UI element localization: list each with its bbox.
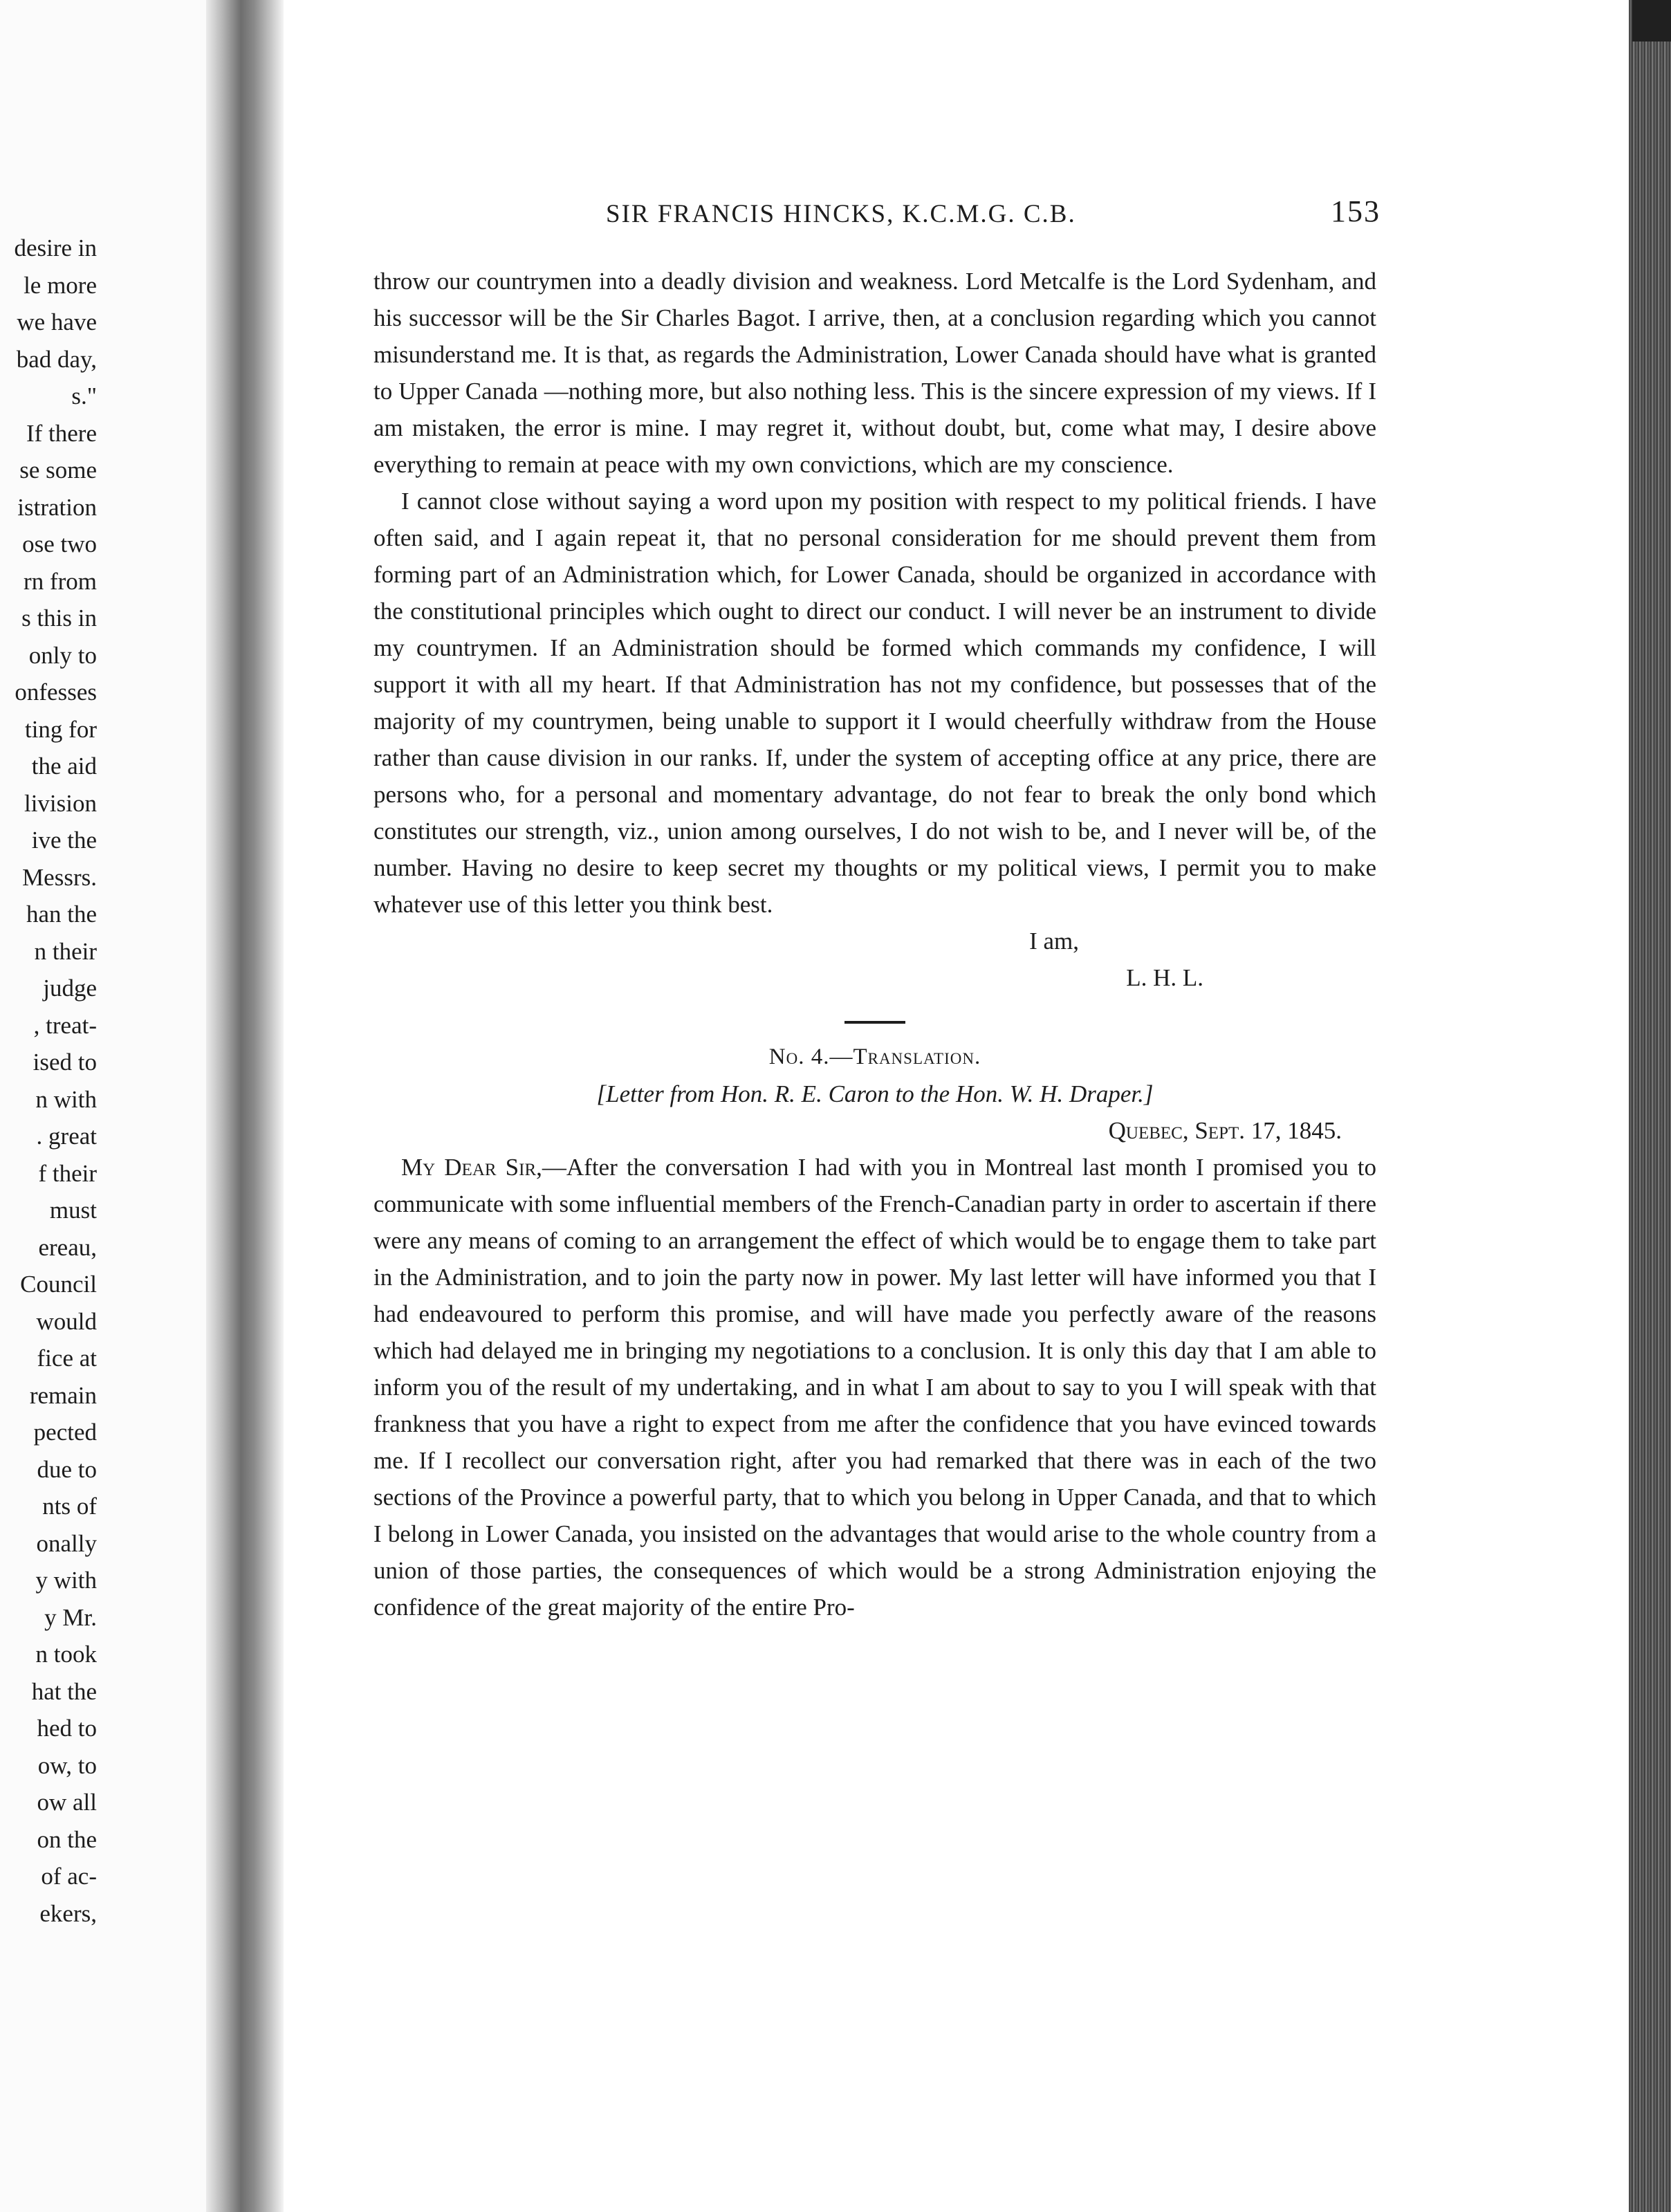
facing-page-line: only to: [28, 641, 97, 669]
page-edge-top: [1632, 0, 1671, 42]
running-title: SIR FRANCIS HINCKS, K.C.M.G. C.B.: [606, 200, 1076, 228]
page-body: [373, 263, 1376, 1625]
facing-page-line: on the: [37, 1825, 97, 1853]
facing-page-line: of ac-: [41, 1863, 97, 1890]
facing-page-line: pected: [33, 1419, 97, 1446]
facing-page-line: would: [36, 1307, 97, 1335]
section-divider: [844, 1021, 905, 1024]
facing-page-line: ose two: [22, 531, 97, 557]
facing-page-line: due to: [37, 1455, 97, 1483]
facing-page-line: ting for: [24, 715, 97, 743]
facing-page-line: livision: [24, 789, 97, 817]
facing-page-line: Council: [20, 1271, 97, 1298]
facing-page-line: If there: [26, 419, 97, 447]
facing-page-line: se some: [19, 457, 97, 483]
facing-page-line: s.": [71, 383, 97, 409]
letter1-paragraph-2: I cannot close without saying a word upon my position with respect to my political friends. I have often said, and I again repeat it, that no personal consideration for me should prevent them from forming part of an Administration which, for Lower Canada, should be organized in accordance with the constitutional principles which ought to direct our conduct. I will never be an instrument to divide my countrymen. If an Administration should be formed which commands my confidence, I will support it with all my heart. If that Administration has not my confidence, but possesses that of the majority of my countrymen, being unable to support it I would cheerfully withdraw from the House rather than cause division in our ranks. If, under the system of accepting office at any price, there are persons who, for a personal and momentary advantage, do not fear to break the only bond which constitutes our strength, viz., union among ourselves, I do not wish to be, and I never will be, of the number. Having no desire to keep secret my thoughts or my political views, I permit you to make whatever use of this letter you think best.: [373, 488, 1376, 918]
facing-page-line: f their: [38, 1159, 97, 1187]
facing-page-line: onfesses: [15, 679, 97, 706]
facing-page-line: ised to: [33, 1049, 97, 1076]
book-gutter: [206, 0, 284, 2212]
facing-page-line: , treat-: [33, 1011, 97, 1039]
facing-page-line: n with: [35, 1085, 97, 1113]
facing-page-line: ow all: [37, 1789, 97, 1816]
letter2-paragraph-text: —After the conversation I had with you in Montreal last month I promised you to communicate with some influential members of the French-Canadian party in order to ascertain if there were any means of coming to an arrangement the effect of which would be to engage them to take part in the Administration, and to join the party now in power. My last letter will have informed you that I had endeavoured to perform this promise, and will have made you perfectly aware of the reasons which had delayed me in bringing my negotiations to a conclusion. It is only this day that I am able to inform you of the result of my undertaking, and in what I am about to say to you I will speak with that frankness that you have a right to expect from me after the confidence that you have evinced towards me. If I recollect our conversation right, after you had remarked that there was in each of the two sections of the Province a powerful party, that to which you belong in Upper Canada, and that to which I belong in Lower Canada, you insisted on the advantages that would arise to the whole country from a union of those parties, the consequences of which would be a strong Administration enjoying the confidence of the great majority of the entire Pro-: [373, 1154, 1376, 1621]
running-header: [606, 194, 1381, 235]
letter2-salutation: My Dear Sir,: [401, 1154, 542, 1181]
facing-page-line: istration: [17, 493, 97, 521]
facing-page-line: judge: [43, 975, 97, 1002]
facing-page-line: hed to: [37, 1715, 97, 1742]
facing-page-line: hat the: [31, 1677, 97, 1705]
facing-page-line: han the: [26, 901, 97, 928]
letter1-closing: I am,: [1029, 928, 1079, 955]
letter2-subheading: [Letter from Hon. R. E. Caron to the Hon. W. H. Draper.]: [596, 1080, 1154, 1107]
facing-page-line: we have: [17, 308, 97, 335]
facing-page-line: ive the: [31, 827, 97, 854]
letter2-dateline: Quebec, Sept. 17, 1845.: [1108, 1117, 1342, 1144]
facing-page-line: ow, to: [37, 1751, 97, 1779]
facing-page-line: nts of: [42, 1493, 97, 1520]
facing-page-line: y with: [35, 1567, 97, 1594]
facing-page-line: remain: [29, 1381, 97, 1409]
facing-page-line: fice at: [37, 1345, 97, 1372]
facing-page-line: ekers,: [39, 1899, 97, 1927]
facing-page-line: . great: [36, 1123, 97, 1150]
facing-page-line: ereau,: [38, 1233, 97, 1261]
facing-page-line: s this in: [21, 605, 97, 632]
letter1-paragraph-1: throw our countrymen into a deadly division and weakness. Lord Metcalfe is the Lord Sydenham, and his successor will be the Sir Charles Bagot. I arrive, then, at a conclusion regarding which you cannot misunderstand me. It is that, as regards the Administration, Lower Canada should have what is granted to Upper Canada —nothing more, but also nothing less. This is the sincere expression of my views. If I am mistaken, the error is mine. I may regret it, without doubt, but, come what may, I desire above everything to remain at peace with my own convictions, which are my conscience.: [373, 268, 1376, 478]
letter2-paragraph-1: [373, 1149, 1376, 1625]
facing-page-line: n their: [34, 937, 97, 965]
facing-page-line: le more: [24, 271, 97, 299]
facing-page-line: bad day,: [16, 345, 97, 373]
facing-page-line: rn from: [24, 567, 97, 595]
facing-page-line: desire in: [14, 234, 97, 261]
page-number: 153: [1331, 194, 1381, 228]
facing-page-line: must: [49, 1197, 97, 1224]
facing-page-line: n took: [35, 1641, 97, 1668]
facing-page-text: [0, 230, 97, 1932]
facing-page-line: onally: [36, 1529, 97, 1557]
facing-page-line: Messrs.: [22, 863, 97, 891]
letter2-heading: No. 4.—Translation.: [768, 1044, 981, 1069]
facing-page: [0, 0, 207, 2212]
page-edge: [1629, 0, 1671, 2212]
facing-page-line: y Mr.: [44, 1603, 97, 1631]
facing-page-line: the aid: [31, 753, 97, 780]
letter1-signature: L. H. L.: [1126, 964, 1203, 991]
